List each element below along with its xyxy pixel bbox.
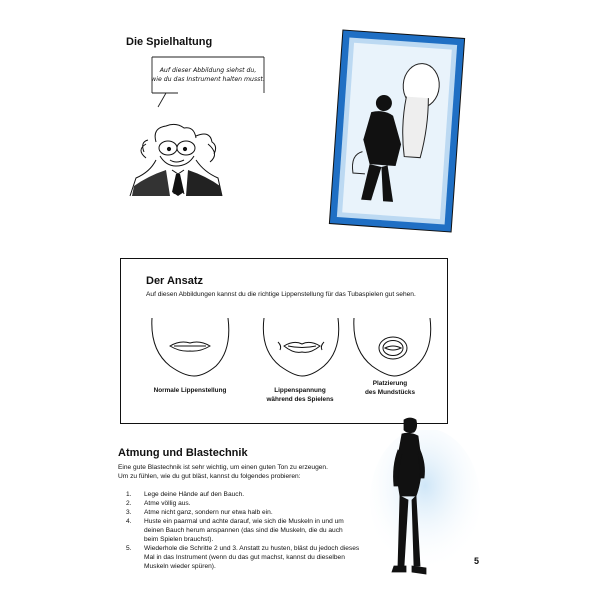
section-title-atmung: Atmung und Blastechnik bbox=[118, 447, 248, 459]
ansatz-intro: Auf diesen Abbildungen kannst du die richtige Lippenstellung für das Tubaspielen gut sehen. bbox=[146, 291, 416, 298]
speech-text-line1: Auf dieser Abbildung siehst du, bbox=[159, 67, 257, 74]
list-item: 4. Huste ein paarmal und achte darauf, wie sich die Muskeln in und um deinen Bauch herum anspannen (das sind die Muskeln, die du auch beim Spielen brauchst). bbox=[126, 518, 344, 543]
list-item: 3. Atme nicht ganz, sondern nur etwa halb ein. bbox=[126, 509, 273, 516]
caption-tension-line1: Lippenspannung bbox=[274, 387, 326, 394]
speech-text-line2: wie du das Instrument halten musst. bbox=[151, 75, 265, 83]
caption-mouthpiece-line2: des Mundstücks bbox=[364, 388, 416, 396]
standing-man-figure bbox=[386, 416, 436, 582]
steps-list bbox=[126, 490, 396, 571]
page-number: 5 bbox=[474, 556, 480, 566]
list-item: 5. Wiederhole die Schritte 2 und 3. Anstatt zu husten, bläst du jedoch dieses Mal in das Instrument (wenn du das gut machst, kannst du dieselben Muskeln wieder spüren). bbox=[126, 545, 360, 570]
list-item: 1. Lege deine Hände auf den Bauch. bbox=[126, 491, 245, 498]
face-mouthpiece-placement bbox=[350, 316, 434, 378]
tuba-player-picture bbox=[326, 26, 468, 236]
caption-mouthpiece-line1: Platzierung bbox=[372, 380, 408, 387]
face-lip-tension bbox=[258, 316, 342, 378]
section-title-spielhaltung: Die Spielhaltung bbox=[126, 36, 213, 48]
atmung-intro-line2: Um zu fühlen, wie du gut bläst, kannst du folgendes probieren: bbox=[118, 473, 301, 480]
list-item: 2. Atme völlig aus. bbox=[126, 500, 191, 507]
atmung-intro-line1: Eine gute Blastechnik ist sehr wichtig, um einen guten Ton zu erzeugen. bbox=[118, 464, 328, 471]
professor-cartoon bbox=[126, 120, 226, 198]
section-title-ansatz: Der Ansatz bbox=[146, 275, 204, 287]
face-normal-lips bbox=[148, 316, 232, 378]
caption-tension-line2: während des Spielens bbox=[266, 395, 334, 403]
caption-normal: Normale Lippenstellung bbox=[153, 387, 227, 394]
